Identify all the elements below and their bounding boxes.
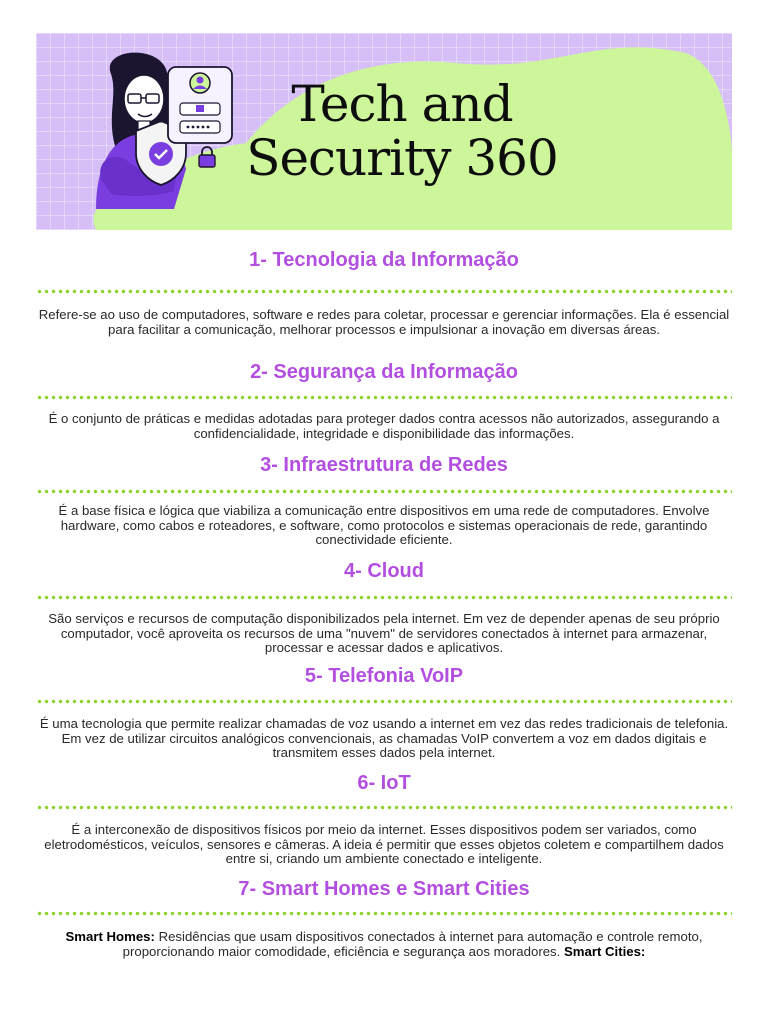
section-cloud [36,558,732,656]
section-text: São serviços e recursos de computação disponibilizados pela internet. Em vez de depender apenas de seu próprio computador, você aproveita os recursos de uma "nuvem" de servidores conectados à internet para armazenar, processar e acessar dados e aplicativos. [48,611,720,655]
section-text: É o conjunto de práticas e medidas adotadas para proteger dados contra acessos não autorizados, assegurando a confidencialidade, integridade e disponibilidade das informações. [48,411,720,441]
section-voip [36,663,732,761]
lock-icon [196,145,218,169]
section-title: 3- Infraestrutura de Redes [260,454,508,476]
section-text: É a interconexão de dispositivos físicos por meio da internet. Esses dispositivos podem ser variados, como eletrodomésticos, veículos, sensores e câmeras. A ideia é permitir que esses objetos coletem e compartilhem dados entre si, criando um ambiente conectado e inteligente. [44,822,724,866]
section-smart [36,876,732,959]
section-title: 7- Smart Homes e Smart Cities [238,878,530,900]
section-text: É uma tecnologia que permite realizar chamadas de voz usando a internet em vez das redes tradicionais de telefonia. Em vez de utilizar circuitos analógicos convencionais, as chamadas VoIP convertem a voz em dados digitais e transmitem esses dados pela internet. [39,716,729,760]
section-text [36,930,732,959]
section-seguranca [36,359,732,441]
page-title [232,77,572,185]
section-title: 4- Cloud [344,560,424,582]
section-iot [36,770,732,867]
section-text: É a base física e lógica que viabiliza a comunicação entre dispositivos em uma rede de computadores. Envolve hardware, como cabos e roteadores, e software, como protocolos e sistemas operacionais de rede, garantindo conectividade eficiente. [58,503,710,547]
user-profile-icon [166,65,234,145]
section-title: 5- Telefonia VoIP [304,665,464,687]
dotted-divider [36,289,732,294]
section-text: Refere-se ao uso de computadores, software e redes para coletar, processar e gerenciar informações. Ela é essencial para facilitar a comunicação, melhorar processos e impulsionar a inovação em diversas áreas. [38,307,730,337]
dotted-divider [36,595,732,600]
dotted-divider [36,911,732,916]
section-title: 6- IoT [357,772,411,794]
header-banner [36,33,732,230]
smart-cities-label: Smart Cities: [563,943,646,959]
dotted-divider [36,489,732,494]
title-line-1: Tech and [291,75,513,133]
section-infraestrutura [36,452,732,548]
dotted-divider [36,805,732,810]
smart-homes-label: Smart Homes: [65,929,155,944]
section-tecnologia [36,247,732,337]
section-title: 2- Segurança da Informação [250,361,518,383]
dotted-divider [36,699,732,704]
dotted-divider [36,395,732,400]
title-line-2: Security 360 [246,129,558,187]
section-title: 1- Tecnologia da Informação [249,249,519,271]
smart-homes-text: Residências que usam dispositivos conectados à internet para automação e controle remoto, proporcionando maior comodidade, eficiência e segurança aos moradores. [122,929,703,959]
